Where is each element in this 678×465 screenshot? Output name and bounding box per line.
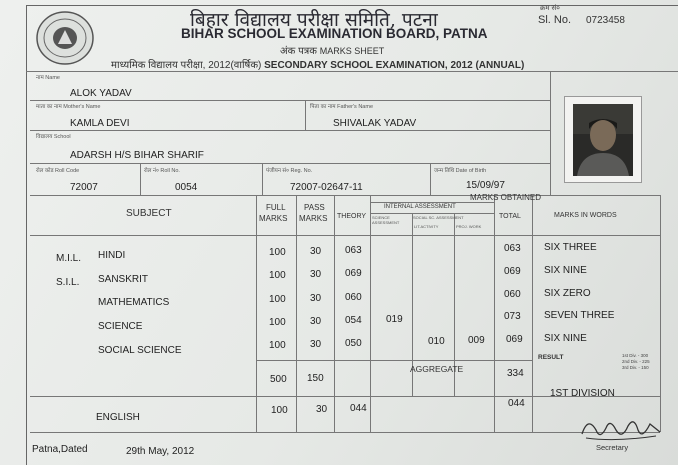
row-1-total: 063 [504,243,521,254]
english-subject: ENGLISH [96,412,140,423]
internal-divider [370,202,494,203]
marks-sheet-hindi: अंक पत्रक [280,46,317,57]
aggregate-pass: 150 [307,373,324,384]
row-4-full: 100 [269,317,286,328]
table-bottom [30,432,660,433]
div-2-note: 2nd Div. - 225 [622,359,650,364]
row-3-theory: 060 [345,292,362,303]
student-photo-icon [565,97,641,182]
row-4-words: SEVEN THREE [544,310,615,321]
div-3-note: 3rd Div. - 150 [622,365,649,370]
father-label: पिता का नाम Father's Name [310,104,374,110]
row-2-subject: SANSKRIT [98,274,149,285]
mother-father-divider [305,100,306,130]
serial-number: 0723458 [586,15,625,26]
col-pass [296,195,297,432]
row-2-total: 069 [504,266,521,277]
science-assessment-header: SCIENCE ASSESSMENT [372,215,400,225]
row-5-lit-activity: 010 [428,336,445,347]
marks-obtained-header: MARKS OBTAINED [470,193,541,202]
row-4-total: 073 [504,311,521,322]
pass-header-1: PASS [304,203,325,212]
row-1-full: 100 [269,247,286,258]
school-label: विद्यालय School [36,134,71,140]
internal-sub-divider [370,213,494,214]
name-divider [30,100,550,101]
exam-line [111,57,524,71]
roll-code-label: रोल कोड Roll Code [36,168,80,174]
row-2-pass: 30 [310,269,322,280]
row-5-subject: SOCIAL SCIENCE [98,345,182,356]
serial-label: Sl. No. [538,14,572,26]
board-seal-icon [34,9,96,67]
header-divider [26,71,678,72]
marks-sheet-title [280,43,384,57]
roll-divider-1 [140,163,141,195]
name-label: नाम Name [36,75,60,81]
row-5-total: 069 [506,334,523,345]
dob-label: जन्म तिथि Date of Birth [434,168,487,174]
col-theory [334,195,335,432]
row-3-words: SIX ZERO [544,288,591,299]
pass-header-2: MARKS [299,214,328,223]
aggregate-label: AGGREGATE [410,364,464,374]
english-full: 100 [271,405,288,416]
exam-line-hindi: माध्यमिक विद्यालय परीक्षा, 2012(वार्षिक) [111,60,262,71]
col-internal [370,195,371,432]
exam-line-english: SECONDARY SCHOOL EXAMINATION, 2012 (ANNUAL) [264,60,525,71]
row-4-subject: SCIENCE [98,321,143,332]
lit-activity-header: LIT.ACTIVITY [414,224,439,229]
dob: 15/09/97 [466,180,505,191]
roll-no: 0054 [175,182,198,193]
serial-label-hindi: क्रम सं० [540,5,560,12]
reg-label: पंजीयन सं० Reg. No. [266,168,313,174]
row-1-pass: 30 [310,246,322,257]
row-2-theory: 069 [345,268,362,279]
student-name: ALOK YADAV [70,88,132,99]
aggregate-total: 334 [507,368,524,379]
col-words [532,195,533,432]
social-assessment-header: SOCIAL SC. ASSESSMENT [413,215,464,220]
row-4-pass: 30 [310,316,322,327]
info-right-border [550,71,551,195]
marks-sheet-english: MARKS SHEET [319,46,385,56]
row-1-group: M.I.L. [56,253,82,264]
issue-date: 29th May, 2012 [126,446,195,457]
row-4-theory: 054 [345,315,362,326]
col-total [494,195,495,432]
col-full [256,195,257,432]
english-theory: 044 [350,403,367,414]
aggregate-divider [256,360,532,361]
total-header: TOTAL [499,213,521,220]
aggregate-full: 500 [270,374,287,385]
row-3-subject: MATHEMATICS [98,297,170,308]
left-border [26,5,27,465]
roll-code: 72007 [70,182,98,193]
secretary-label: Secretary [596,443,629,452]
row-3-pass: 30 [310,293,322,304]
subject-header: SUBJECT [126,208,172,219]
row-2-group: S.I.L. [56,277,80,288]
row-4-science-assessment: 019 [386,314,403,325]
school-name: ADARSH H/S BIHAR SHARIF [70,150,204,161]
row-5-proj-work: 009 [468,335,485,346]
theory-header: THEORY [337,213,367,220]
row-5-words: SIX NINE [544,333,587,344]
result-value: 1ST DIVISION [550,388,615,399]
student-photo-frame [564,96,642,183]
proj-work-header: PROJ. WORK [456,224,482,229]
row-2-words: SIX NINE [544,265,587,276]
board-title-english: BIHAR SCHOOL EXAMINATION BOARD, PATNA [181,26,488,41]
row-1-words: SIX THREE [544,242,597,253]
table-top [30,195,660,196]
row-3-total: 060 [504,289,521,300]
school-divider [30,163,550,164]
div-1-note: 1st Div. - 300 [622,353,649,358]
internal-header: INTERNAL ASSESSMENT [384,204,456,210]
english-pass: 30 [316,404,328,415]
mother-name: KAMLA DEVI [70,118,130,129]
place-dated: Patna,Dated [32,444,88,455]
full-header-2: MARKS [259,214,288,223]
parents-divider [30,130,550,131]
roll-no-label: रोल नं० Roll No. [144,168,180,174]
father-name: SHIVALAK YADAV [333,118,417,129]
table-right [660,195,661,432]
roll-divider-3 [430,163,431,195]
result-label: RESULT [538,354,564,361]
row-1-theory: 063 [345,245,362,256]
row-2-full: 100 [269,270,286,281]
row-5-pass: 30 [310,339,322,350]
board-title-hindi: बिहार विद्यालय परीक्षा समिति, पटना [190,9,438,31]
english-total: 044 [508,398,525,409]
mother-label: माता का नाम Mother's Name [36,104,101,110]
row-5-theory: 050 [345,338,362,349]
row-1-subject: HINDI [98,250,126,261]
roll-divider-2 [262,163,263,195]
row-3-full: 100 [269,294,286,305]
secretary-signature-icon [576,410,666,446]
reg-no: 72007-02647-11 [290,182,363,193]
words-header: MARKS IN WORDS [554,212,617,219]
row-5-full: 100 [269,340,286,351]
full-header-1: FULL [266,203,286,212]
header-bottom [30,235,660,236]
